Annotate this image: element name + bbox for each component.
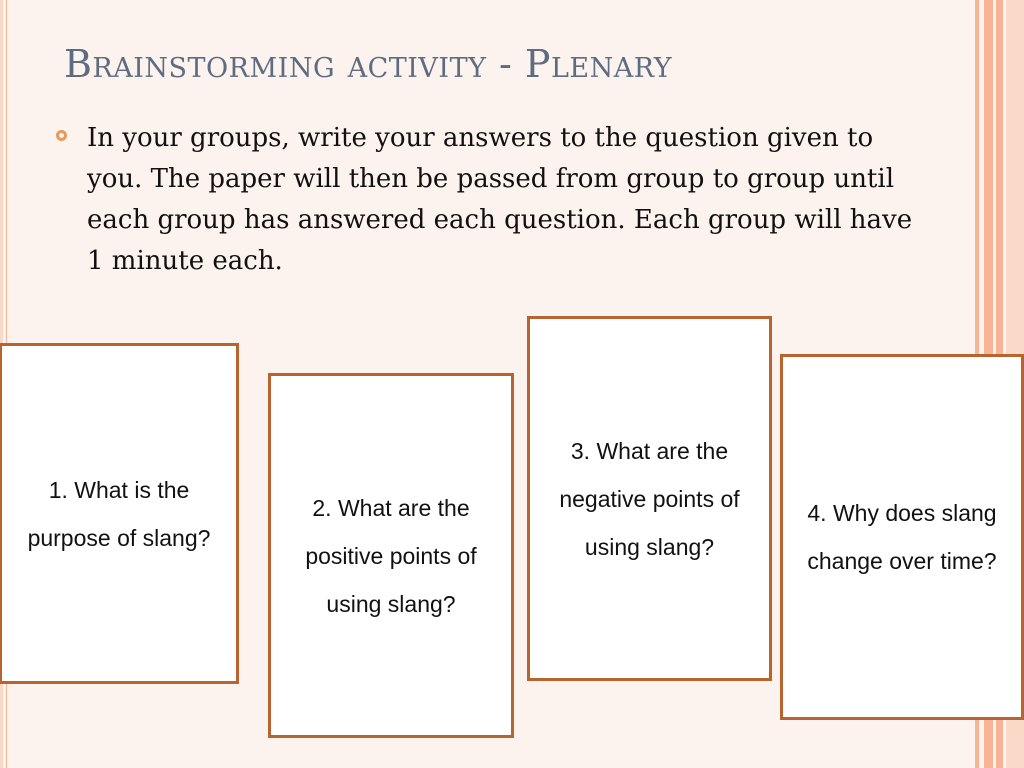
bullet-text: In your groups, write your answers to the question given to you. The paper will then be passed from group to group until each group has answered each question. Each group will have 1 minute each. (87, 123, 913, 276)
question-3-text: 3. What are the negative points of using slang? (559, 437, 740, 560)
question-card-3 (527, 316, 772, 681)
question-card-1 (0, 343, 239, 684)
question-card-4 (780, 354, 1024, 720)
question-1-text: 1. What is the purpose of slang? (27, 476, 211, 551)
question-card-2 (268, 373, 514, 738)
question-2-text: 2. What are the positive points of using slang? (305, 494, 477, 617)
slide-title: Brainstorming activity - Plenary (64, 42, 673, 86)
question-4-text: 4. Why does slang change over time? (807, 500, 997, 574)
bullet-circle-icon (56, 130, 67, 141)
